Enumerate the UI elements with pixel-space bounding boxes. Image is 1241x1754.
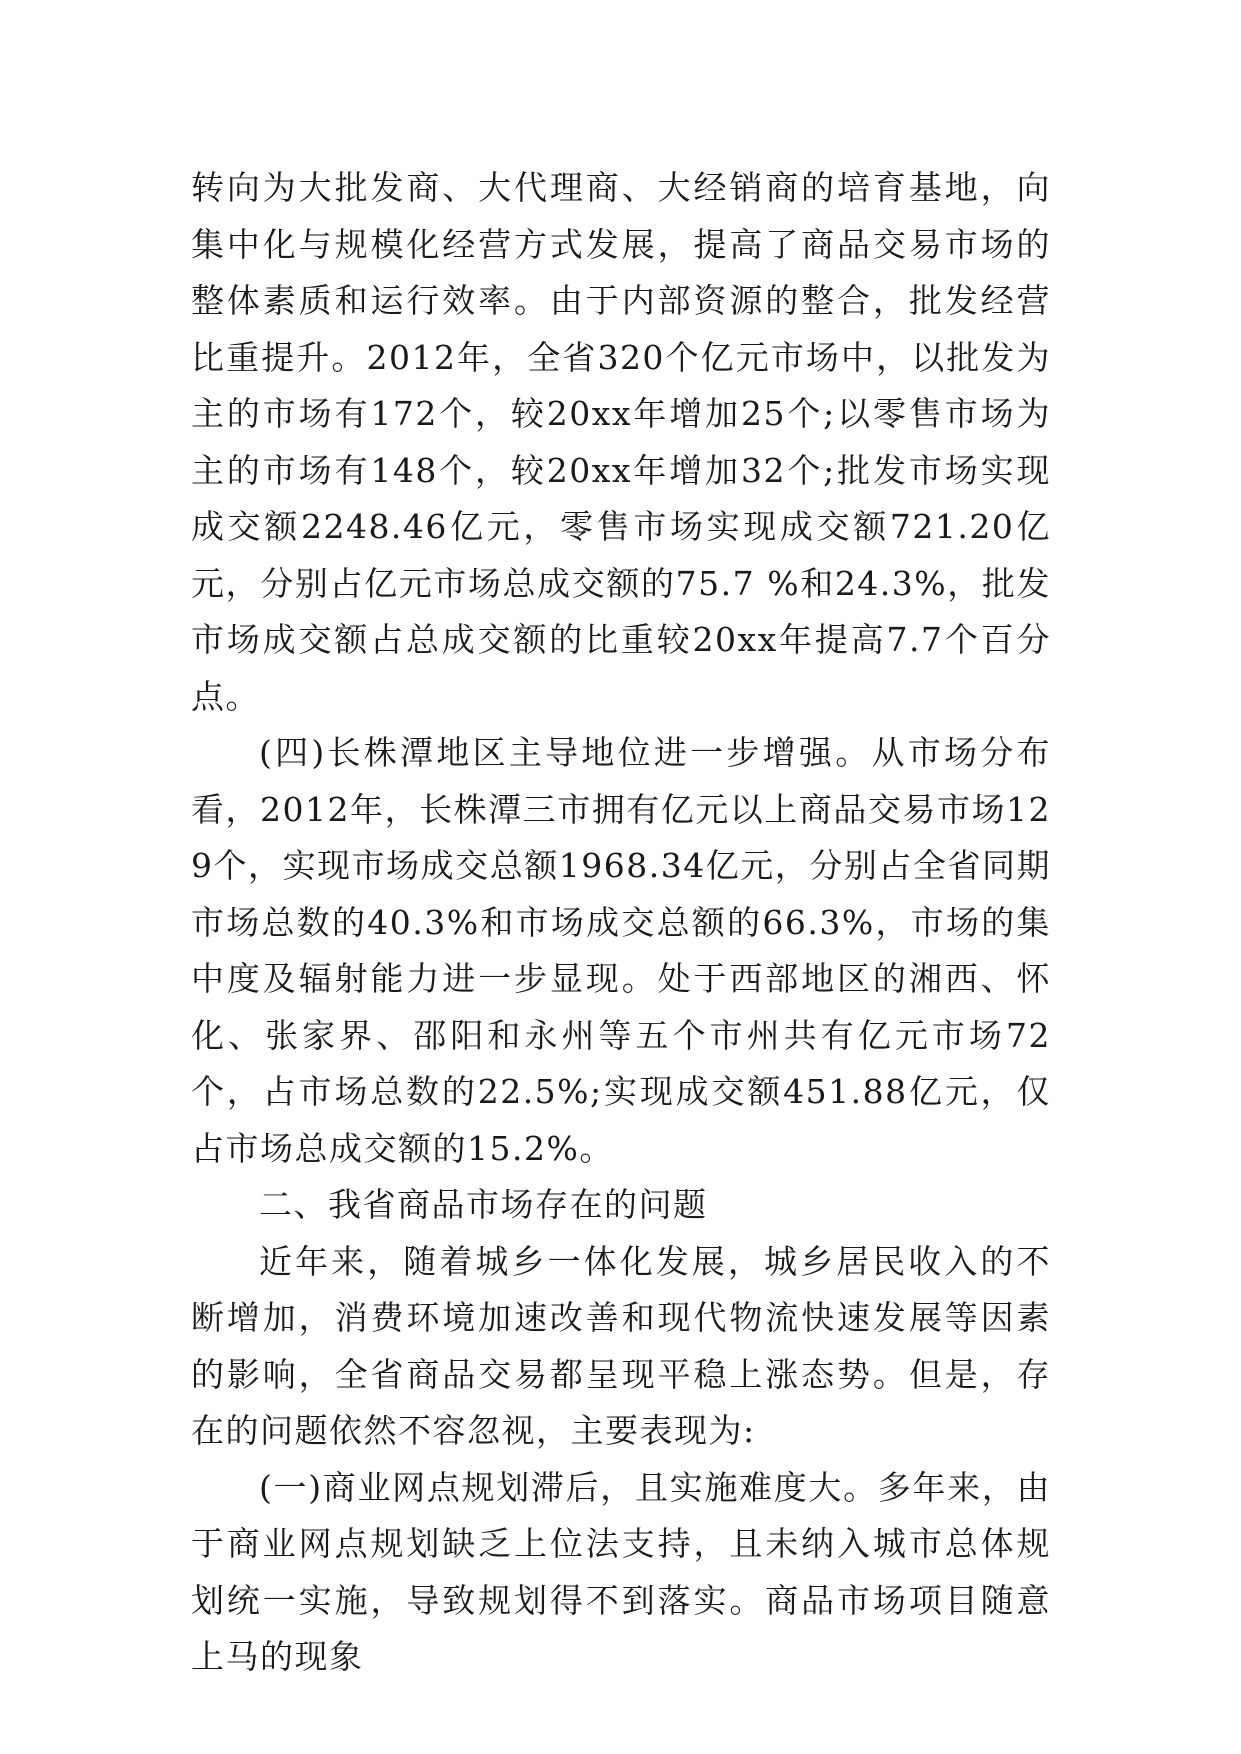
paragraph-wholesale-shift: 转向为大批发商、大代理商、大经销商的培育基地，向集中化与规模化经营方式发展，提高了商品交易市场的整体素质和运行效率。由于内部资源的整合，批发经营比重提升。2012年，全省320个亿元市场中，以批发为主的市场有172个，较20xx年增加25个;以零售市场为主的市场有148个，较20xx年增加32个;批发市场实现成交额2248.46亿元，零售市场实现成交额721.20亿元，分别占亿元市场总成交额的75.7 %和24.3%，批发市场成交额占总成交额的比重较20xx年提高7.7个百分点。 [191,168,1051,716]
paragraph-changzhutan-region: (四)长株潭地区主导地位进一步增强。从市场分布看，2012年，长株潭三市拥有亿元以上商品交易市场129个，实现市场成交总额1968.34亿元，分别占全省同期市场总数的40.3%和市场成交总额的66.3%，市场的集中度及辐射能力进一步显现。处于西部地区的湘西、怀化、张家界、邵阳和永州等五个市州共有亿元市场72个，占市场总数的22.5%;实现成交额451.88亿元，仅占市场总成交额的15.2%。 [191,733,1051,1168]
document-body [191,160,1051,1686]
section-heading-problems: 二、我省商品市场存在的问题 [259,1185,708,1224]
paragraph-recent-years: 近年来，随着城乡一体化发展，城乡居民收入的不断增加，消费环境加速改善和现代物流快速发展等因素的影响，全省商品交易都呈现平稳上涨态势。但是，存在的问题依然不容忽视，主要表现为: [191,1241,1051,1450]
paragraph-planning-lag: (一)商业网点规划滞后，且实施难度大。多年来，由于商业网点规划缺乏上位法支持，且未纳入城市总体规划统一实施，导致规划得不到落实。商品市场项目随意上马的现象 [191,1467,1051,1676]
